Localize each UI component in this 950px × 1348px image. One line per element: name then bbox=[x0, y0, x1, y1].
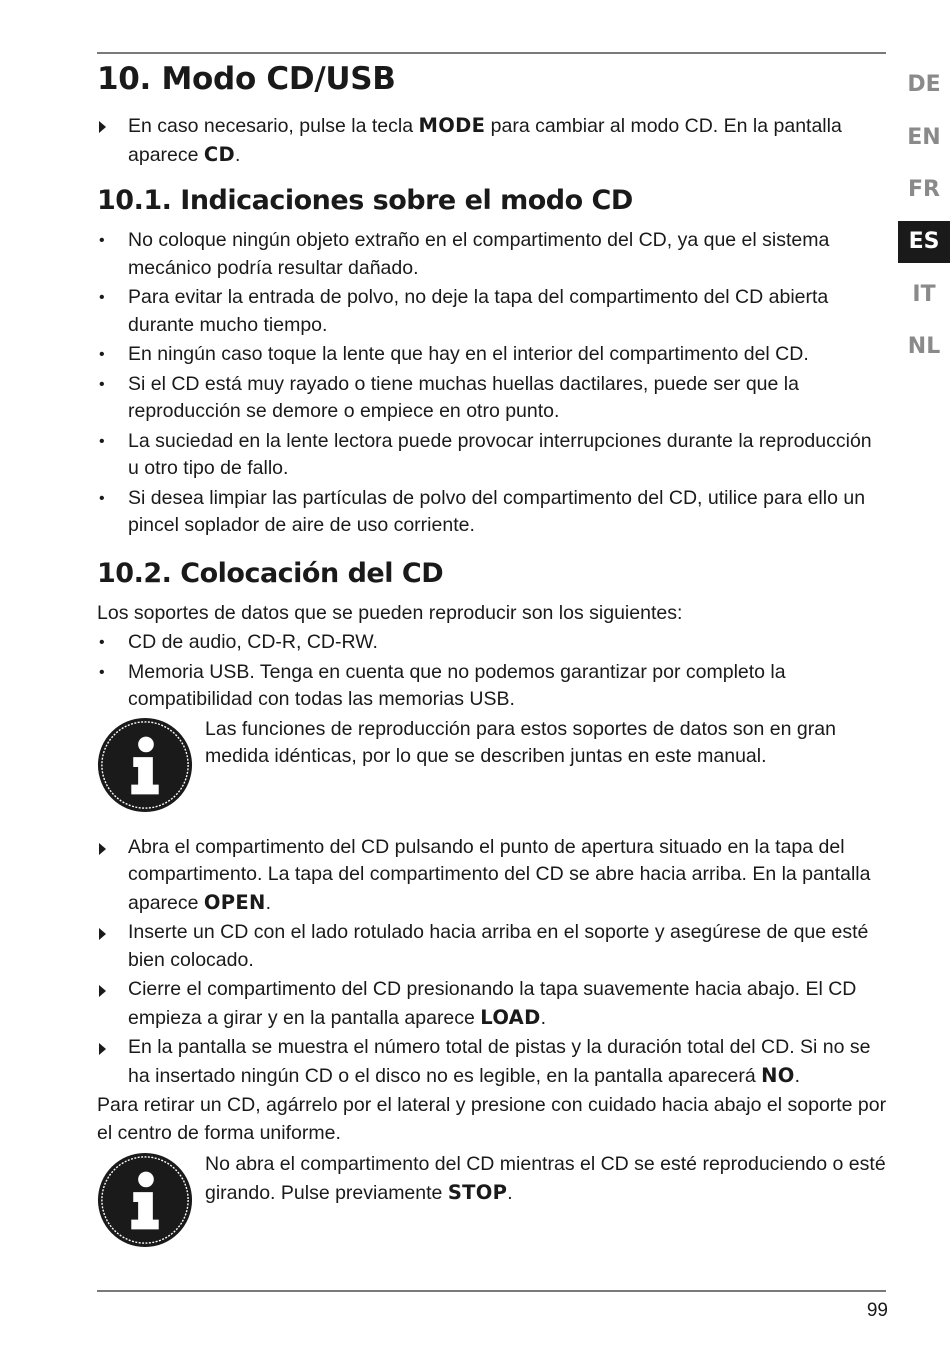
subsection-title-cd-insert: 10.2. Colocación del CD bbox=[97, 557, 444, 589]
page-number: 99 bbox=[866, 1300, 888, 1321]
bullet-dot-icon: • bbox=[99, 232, 105, 249]
display-keyword: NO bbox=[761, 1063, 795, 1087]
info-note bbox=[97, 716, 887, 816]
bullet-dot-icon: • bbox=[99, 375, 105, 393]
display-keyword: LOAD bbox=[480, 1005, 541, 1029]
step-arrow-icon bbox=[99, 985, 106, 997]
item-text: No coloque ningún objeto extraño en el compartimento del CD, ya que el sistema mecánico podría resultar dañado. bbox=[128, 229, 830, 279]
language-tab-es[interactable]: ES bbox=[898, 221, 950, 263]
item-text: La suciedad en la lente lectora puede provocar interrupciones durante la reproducción u otro tipo de fallo. bbox=[128, 429, 872, 479]
bullet-item bbox=[97, 227, 887, 282]
language-tab-de[interactable]: DE bbox=[907, 72, 941, 97]
media-list bbox=[97, 629, 887, 714]
bullet-dot-icon: • bbox=[99, 432, 105, 450]
top-rule bbox=[97, 52, 886, 54]
instruction-step bbox=[97, 976, 887, 1032]
cd-notes-list bbox=[97, 227, 887, 540]
warning-note bbox=[97, 1151, 887, 1251]
item-text: Memoria USB. Tenga en cuenta que no podemos garantizar por completo la compatibilidad con todas las memorias USB. bbox=[128, 660, 786, 710]
item-text: Abra el compartimento del CD pulsando el punto de apertura situado en la tapa del compartimento. La tapa del compartimento del CD se abre hacia arriba. En la pantalla aparece OPEN. bbox=[128, 835, 871, 914]
bullet-item bbox=[97, 629, 887, 657]
instruction-step bbox=[97, 834, 887, 918]
language-tab-en[interactable]: EN bbox=[907, 125, 941, 150]
bullet-dot-icon: • bbox=[99, 489, 105, 507]
step-arrow-icon bbox=[99, 121, 106, 133]
section-title: 10. Modo CD/USB bbox=[97, 61, 396, 97]
instruction-step bbox=[97, 1034, 887, 1090]
step-arrow-icon bbox=[99, 843, 106, 855]
step-arrow-icon bbox=[99, 928, 106, 940]
item-text: En caso necesario, pulse la tecla MODE para cambiar al modo CD. En la pantalla aparece CD. bbox=[128, 114, 842, 166]
item-text: Para evitar la entrada de polvo, no deje la tapa del compartimento del CD abierta durante mucho tiempo. bbox=[128, 286, 829, 336]
language-tab-it[interactable]: IT bbox=[912, 282, 936, 307]
bullet-item bbox=[97, 659, 887, 714]
page-content bbox=[97, 58, 887, 1265]
bullet-item bbox=[97, 428, 887, 483]
insert-steps bbox=[97, 834, 887, 1091]
display-keyword: CD bbox=[203, 142, 235, 166]
info-note-text: Las funciones de reproducción para estos soportes de datos son en gran medida idénticas, por lo que se describen juntas en este manual. bbox=[205, 717, 836, 767]
media-intro: Los soportes de datos que se pueden reproducir son los siguientes: bbox=[97, 601, 683, 624]
info-icon bbox=[96, 1151, 194, 1249]
instruction-step bbox=[97, 112, 887, 169]
intro-steps bbox=[97, 112, 887, 169]
bullet-dot-icon: • bbox=[99, 289, 105, 306]
bullet-dot-icon: • bbox=[99, 663, 105, 681]
item-text: Si el CD está muy rayado o tiene muchas huellas dactilares, puede ser que la reproducción se demore o empiece en otro punto. bbox=[128, 372, 799, 422]
language-tab-nl[interactable]: NL bbox=[907, 334, 941, 359]
instruction-step bbox=[97, 919, 887, 974]
bullet-item bbox=[97, 485, 887, 540]
warning-note-text: No abra el compartimento del CD mientras el CD se esté reproduciendo o esté girando. Pulse previamente STOP. bbox=[205, 1153, 886, 1204]
bullet-dot-icon: • bbox=[99, 634, 105, 651]
info-icon bbox=[96, 716, 194, 814]
removal-text: Para retirar un CD, agárrelo por el lateral y presione con cuidado hacia abajo el soporte por el centro de forma uniforme. bbox=[97, 1094, 887, 1144]
item-text: CD de audio, CD-R, CD-RW. bbox=[128, 631, 378, 653]
item-text: Inserte un CD con el lado rotulado hacia arriba en el soporte y asegúrese de que esté bien colocado. bbox=[128, 921, 869, 971]
language-tab-fr[interactable]: FR bbox=[908, 177, 940, 202]
bullet-dot-icon: • bbox=[99, 346, 105, 363]
bottom-rule bbox=[97, 1290, 886, 1292]
bullet-item bbox=[97, 371, 887, 426]
bullet-item bbox=[97, 284, 887, 339]
bullet-item bbox=[97, 341, 887, 369]
subsection-title-cd-notes: 10.1. Indicaciones sobre el modo CD bbox=[97, 185, 633, 216]
item-text: En ningún caso toque la lente que hay en el interior del compartimento del CD. bbox=[128, 343, 809, 365]
step-arrow-icon bbox=[99, 1043, 106, 1055]
item-text: Si desea limpiar las partículas de polvo del compartimento del CD, utilice para ello un pincel soplador de aire de uso corriente. bbox=[128, 486, 866, 536]
display-keyword: OPEN bbox=[203, 890, 266, 914]
display-keyword: STOP bbox=[447, 1180, 508, 1204]
display-keyword: MODE bbox=[418, 114, 486, 137]
item-text: Cierre el compartimento del CD presionando la tapa suavemente hacia abajo. El CD empieza a girar y en la pantalla aparece LOAD. bbox=[128, 978, 857, 1029]
item-text: En la pantalla se muestra el número total de pistas y la duración total del CD. Si no se ha insertado ningún CD o el disco no es legible, en la pantalla aparecerá NO. bbox=[128, 1036, 871, 1087]
